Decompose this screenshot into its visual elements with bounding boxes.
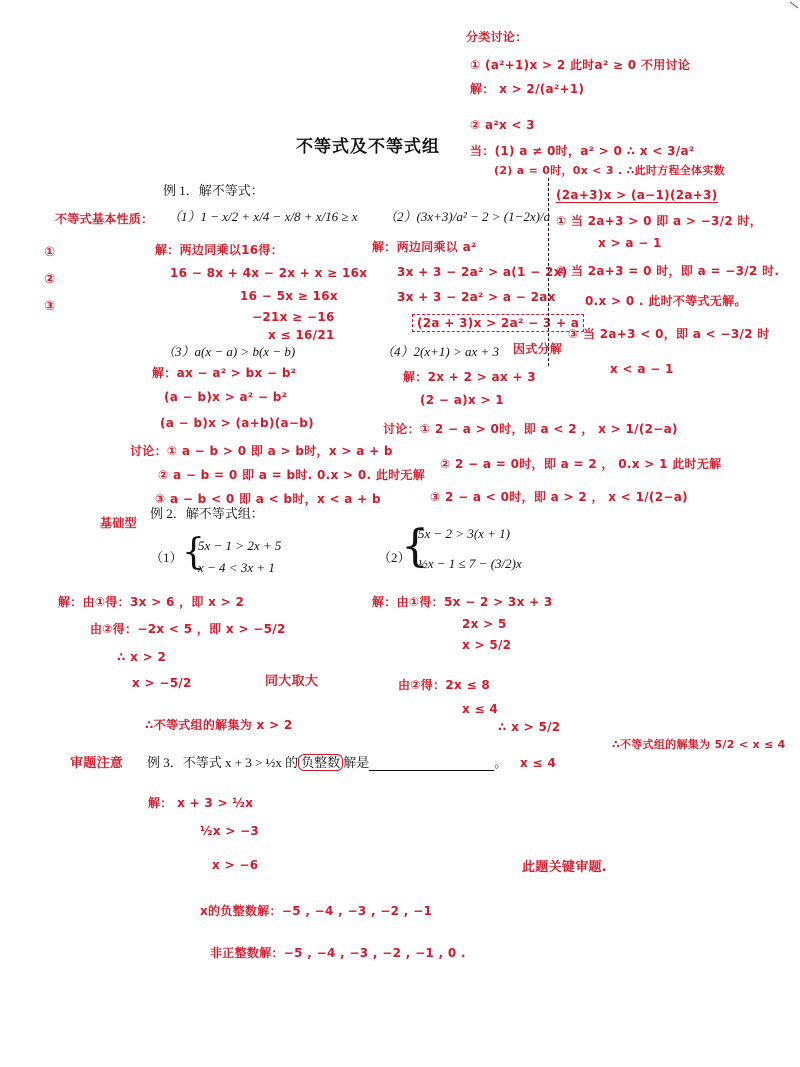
ex1-2: （2）(3x+3)/a² − 2 > (1−2x)/a — [384, 209, 551, 224]
hw-s2-factor: 因式分解 — [513, 342, 563, 356]
hw-r-l3: x > a − 1 — [598, 236, 662, 250]
hw-r-l1: (2a+3)x > (a−1)(2a+3) — [556, 188, 718, 202]
hw-e3-l5: 非正整数解：−5 , −4 , −3 , −2 , −1 , 0 . — [210, 946, 466, 960]
example3-question — [147, 752, 507, 771]
example2-heading: 例 2．解不等式组： — [150, 506, 264, 521]
ex2-1a: 5x − 1 > 2x + 5 — [198, 538, 282, 553]
hw-cls-1-sol: 解： x > 2/(a²+1) — [470, 82, 585, 96]
example1-heading: 例 1．解不等式： — [163, 183, 264, 198]
hw-s1-l3: −21x ≥ −16 — [252, 310, 335, 324]
hw-cls-2: ② a²x < 3 — [470, 118, 535, 132]
hw-e2-l4: 由②得：2x ≤ 8 — [398, 678, 491, 692]
hw-s4-l1: 解：2x + 2 > ax + 3 — [403, 370, 536, 384]
ex2-1-label: （1） — [150, 550, 183, 565]
hw-cls-2b: (2) a = 0时，0x < 3 . ∴此时方程全体实数 — [494, 164, 725, 177]
hw-s3-l2: (a − b)x > a² − b² — [164, 390, 288, 404]
hw-e1-l3: ∴ x > 2 — [117, 650, 167, 664]
dashed-divider — [548, 178, 549, 366]
ex1-1: （1）1 − x/2 + x/4 − x/8 + x/16 ≥ x — [168, 209, 358, 224]
hw-e1-l5: ∴不等式组的解集为 x > 2 — [145, 718, 293, 732]
hw-s3-d0: 讨论：① a − b > 0 即 a > b时，x > a + b — [130, 444, 393, 458]
hw-e3-l2: ½x > −3 — [200, 824, 260, 838]
hw-s1-title: 解：两边同乘以16得： — [155, 243, 283, 257]
hw-s3-l1: 解：ax − a² > bx − b² — [152, 366, 297, 380]
hw-s3-l3: (a − b)x > (a+b)(a−b) — [160, 416, 314, 430]
ex2-1b: x − 4 < 3x + 1 — [198, 560, 275, 575]
hw-classify-title: 分类讨论： — [466, 30, 528, 44]
hw-s1-l4: x ≤ 16/21 — [268, 328, 335, 342]
hw-e2-l2: 2x > 5 — [462, 617, 507, 631]
hw-e2-l3: x > 5/2 — [462, 638, 512, 652]
hw-s2-l3: (2a + 3)x > 2a² − 3 + a — [412, 314, 584, 332]
corner-mark — [788, 0, 800, 10]
hw-cls-1: ① (a²+1)x > 2 此时a² ≥ 0 不用讨论 — [470, 58, 691, 72]
hw-e3-note: 此题关键审题. — [522, 860, 608, 875]
example3-emphasis: 负整数 — [298, 754, 343, 771]
hw-s3-d2: ③ a − b < 0 即 a < b时，x < a + b — [155, 492, 381, 506]
hw-e2-l6: ∴ x > 5/2 — [498, 720, 561, 734]
hw-s2-l2: 3x + 3 − 2a² > a − 2ax — [397, 290, 556, 304]
hw-basic-properties: 不等式基本性质： — [55, 212, 154, 226]
hw-s2-l1: 3x + 3 − 2a² > a(1 − 2x) — [397, 265, 568, 279]
ex1-4: （4）2(x+1) > ax + 3 — [381, 344, 500, 359]
hw-r-l6: ③ 当 2a+3 < 0，即 a < −3/2 时 — [568, 327, 770, 341]
hw-r-l5: 0.x > 0 . 此时不等式无解。 — [585, 294, 747, 308]
hw-circle2: ② — [44, 272, 56, 287]
hw-e3-l1: 解： x + 3 > ½x — [148, 796, 254, 810]
hw-e2-l1: 解：由①得：5x − 2 > 3x + 3 — [372, 595, 553, 609]
hw-e1-l1: 解：由①得：3x > 6 ，即 x > 2 — [58, 595, 245, 609]
hw-e2-l5: x ≤ 4 — [462, 702, 498, 716]
hw-s4-d0: 讨论：① 2 − a > 0时，即 a < 2 ， x > 1/(2−a) — [383, 422, 678, 436]
hw-s4-d2: ③ 2 − a < 0时，即 a > 2 ， x < 1/(2−a) — [430, 490, 688, 504]
ex1-3: （3）a(x − a) > b(x − b) — [162, 344, 296, 359]
hw-circle1: ① — [44, 245, 56, 260]
hw-circle3: ③ — [44, 299, 56, 314]
example3-end: 。 — [494, 755, 508, 770]
ex2-2a: 5x − 2 > 3(x + 1) — [418, 526, 511, 541]
hw-r-l2: ① 当 2a+3 > 0 即 a > −3/2 时， — [556, 214, 763, 228]
brace-2: { — [401, 521, 429, 572]
example3-post: 解是 — [343, 755, 370, 770]
hw-basic-type: 基础型 — [100, 516, 137, 530]
hw-e2-l7: x ≤ 4 — [520, 756, 556, 770]
brace-1: { — [182, 532, 205, 573]
hw-s2-title: 解：两边同乘以 a² — [372, 240, 477, 254]
hw-e1-rule: 同大取大 — [265, 674, 319, 689]
hw-s4-l2: (2 − a)x > 1 — [420, 393, 504, 407]
hw-e1-l2: 由②得：−2x < 5 ，即 x > −5/2 — [90, 622, 286, 636]
hw-cls-2a: 当：(1) a ≠ 0时，a² > 0 ∴ x < 3/a² — [470, 144, 695, 158]
hw-s4-d1: ② 2 − a = 0时，即 a = 2 ， 0.x > 1 此时无解 — [440, 457, 722, 471]
hw-r-l4: ② 当 2a+3 = 0 时，即 a = −3/2 时. — [556, 264, 780, 278]
answer-blank[interactable] — [369, 758, 494, 771]
example3-pre: 例 3．不等式 x + 3 > ½x 的 — [147, 755, 299, 770]
page-title: 不等式及不等式组 — [296, 137, 440, 157]
hw-s1-l1: 16 − 8x + 4x − 2x + x ≥ 16x — [170, 266, 368, 280]
ex2-2b: ½x − 1 ≤ 7 − (3/2)x — [418, 556, 522, 571]
hw-e3-l4: x的负整数解：−5 , −4 , −3 , −2 , −1 — [200, 904, 433, 918]
hw-r-l7: x < a − 1 — [610, 362, 674, 376]
hw-e2-final: ∴不等式组的解集为 5/2 < x ≤ 4 — [612, 738, 786, 751]
hw-e3-l3: x > −6 — [212, 858, 259, 872]
hw-s3-d1: ② a − b = 0 即 a = b时. 0.x > 0. 此时无解 — [158, 468, 426, 482]
hw-e1-l4: x > −5/2 — [132, 676, 192, 690]
hw-s1-l2: 16 − 5x ≥ 16x — [240, 289, 338, 303]
ex2-2-label: （2） — [378, 550, 411, 565]
hw-careful: 审题注意 — [70, 756, 124, 771]
